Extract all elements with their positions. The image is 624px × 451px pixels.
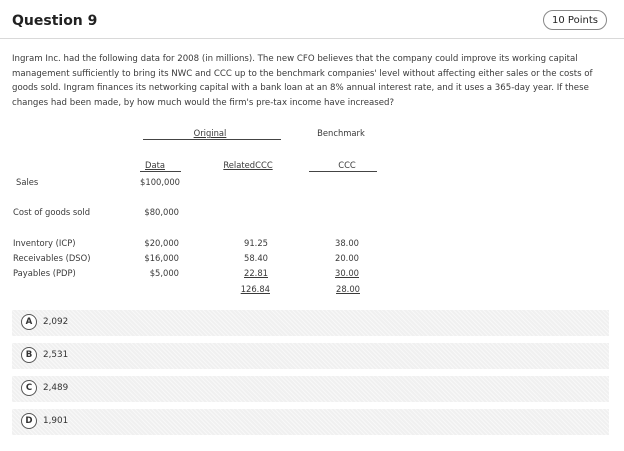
row-label-sales: Sales [16,177,39,187]
cell-receivables-ccc: 20.00 [335,253,359,263]
col-header-data: Data [145,160,165,170]
col-header-ccc: CCC [338,160,356,170]
row-label-inventory: Inventory (ICP) [13,238,76,248]
row-label-cogs: Cost of goods sold [13,207,91,217]
group-header-original: Original [193,128,227,138]
cell-payables-data: $5,000 [149,268,179,278]
cell-payables-related: 22.81 [244,268,268,278]
question-title: Question 9 [12,13,98,29]
choice-letter-a: A [21,314,37,330]
answer-choice-b[interactable] [12,343,609,369]
cell-inventory-related: 91.25 [244,238,268,248]
original-header-rule [143,139,281,140]
answer-choice-c[interactable] [12,376,609,402]
data-header-rule [140,171,181,172]
cell-receivables-related: 58.40 [244,253,268,263]
cell-receivables-data: $16,000 [144,253,179,263]
row-label-receivables: Receivables (DSO) [13,253,91,263]
choice-letter-c: C [21,380,37,396]
points-badge: 10 Points [543,10,607,30]
choice-text-b: 2,531 [43,350,69,360]
header-divider [0,38,624,39]
cell-inventory-data: $20,000 [144,238,179,248]
ccc-header-rule [309,171,377,172]
choice-letter-d: D [21,413,37,429]
choice-letter-b: B [21,347,37,363]
cell-payables-ccc: 30.00 [335,268,359,278]
answer-choice-a[interactable] [12,310,609,336]
row-label-payables: Payables (PDP) [13,268,76,278]
cell-total-ccc: 28.00 [336,284,360,294]
cell-sales-data: $100,000 [140,177,180,187]
choice-text-a: 2,092 [43,317,69,327]
col-header-related-ccc: RelatedCCC [223,160,273,170]
cell-total-related: 126.84 [240,284,270,294]
cell-inventory-ccc: 38.00 [335,238,359,248]
question-text: Ingram Inc. had the following data for 2008 (in millions). The new CFO believes that the company could improve its working capital management sufficiently to bring its NWC and CCC up to the benchmark companies' level without affecting either sales or the costs of goods sold. Ingram finances its networking capital with a bank loan at an 8% annual interest rate, and it uses a 365-day year. If these changes had been made, by how much would the firm's pre-tax income have increased? [12,54,593,108]
answer-choice-d[interactable] [12,409,609,435]
cell-cogs-data: $80,000 [144,207,179,217]
group-header-benchmark: Benchmark [317,128,365,138]
choice-text-d: 1,901 [43,416,69,426]
choice-text-c: 2,489 [43,383,69,393]
